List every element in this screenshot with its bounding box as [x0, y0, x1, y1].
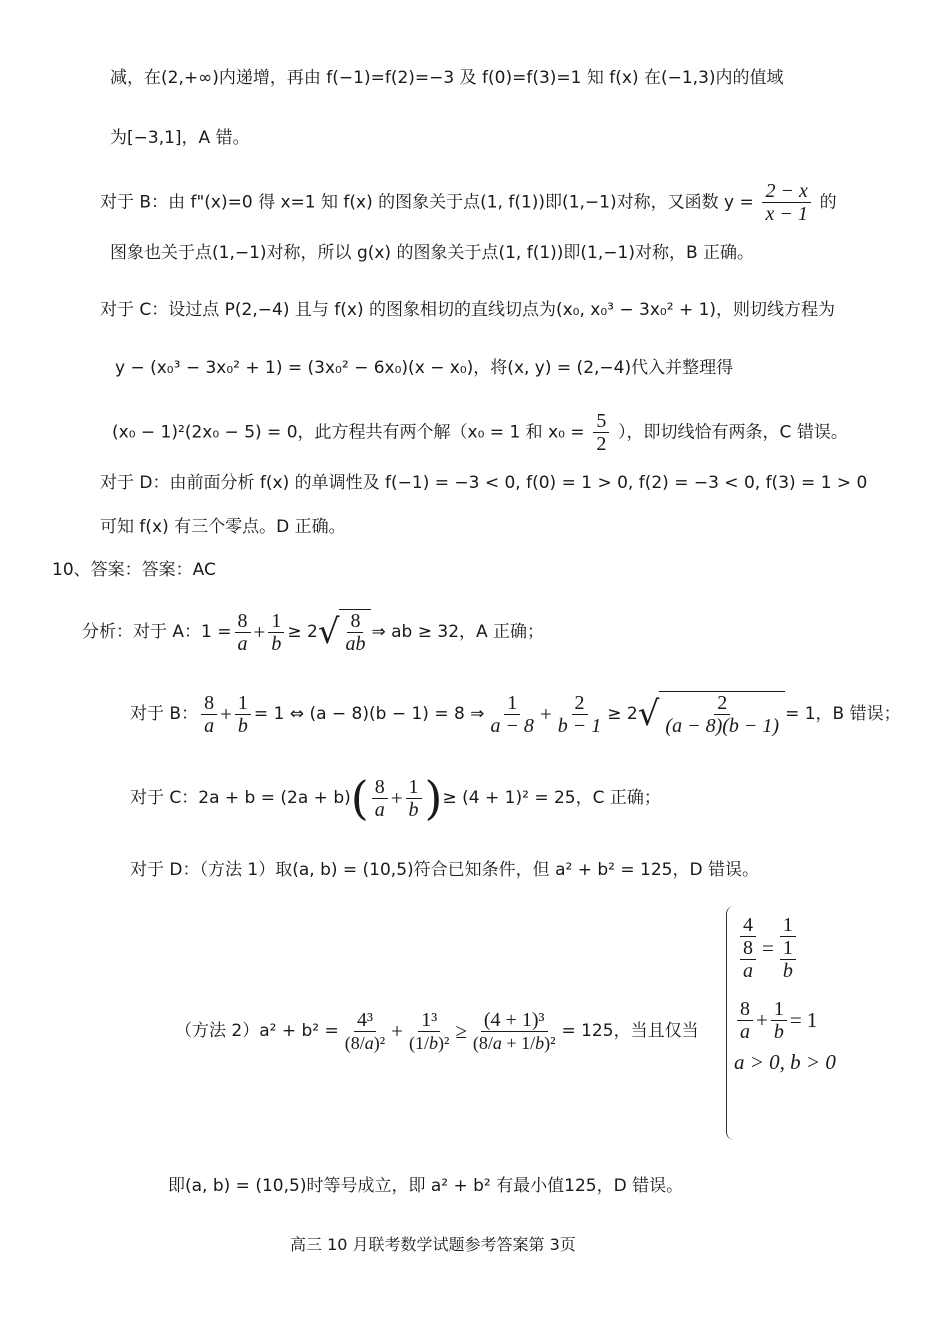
analysis-a: 分析：对于 A：1 = $\frac{8}{a}$ + $\frac{1}{b}$ ≥ 2 √ $\frac{8}{ab}$ ⇒ ab ≥ 32，A 正确； [82, 609, 545, 655]
line-4: 图象也关于点(1,−1)对称，所以 g(x) 的图象关于点(1, f(1))即(1,−1)对称，B 正确。 [110, 243, 755, 263]
line-7: (x₀ − 1)²(2x₀ − 5) = 0，此方程共有两个解（x₀ = 1 和 x₀ = $\frac{5}{2}$ ），即切线恰有两条，C 错误。 [112, 410, 848, 455]
line-1: 减，在(2,+∞)内递增，再由 f(−1)=f(2)=−3 及 f(0)=f(3)=1 知 f(x) 在(−1,3)内的值域 [110, 68, 784, 88]
analysis-d-conclusion: 即(a, b) = (10,5)时等号成立，即 a² + b² 有最小值125，D 错误。 [168, 1176, 684, 1196]
line-3: 对于 B：由 f"(x)=0 得 x=1 知 f(x) 的图象关于点(1, f(1))即(1,−1)对称，又函数 y = $\frac{2 - x}{x - 1}$ 的 [100, 180, 837, 225]
analysis-d-method-2: （方法 2）a² + b² = $\frac{\text{4³}}{\text{(8/a)²}}$ + $\frac{\text{1³}}{\text{(1/b)²}}$ ≥ $\frac{\text{(4 + 1)³}}{\text{(8/a + 1/b)²}}$ = 125，当且仅当 [175, 1008, 699, 1053]
condition-system: $\frac{4}{\frac{8}{a}}$ = $\frac{1}{\frac{1}{b}}$ $\frac{8}{a}$ + $\frac{1}{b}$ = 1 a > 0, b > 0 [734, 914, 836, 1074]
line-8: 对于 D：由前面分析 f(x) 的单调性及 f(−1) = −3 < 0, f(0) = 1 > 0, f(2) = −3 < 0, f(3) = 1 > 0 [100, 473, 868, 493]
line-9: 可知 f(x) 有三个零点。D 正确。 [100, 517, 346, 537]
radical-icon: √ [637, 694, 660, 734]
analysis-b: 对于 B： $\frac{8}{a}$ + $\frac{1}{b}$ = 1 ⇔ (a − 8)(b − 1) = 8 ⇒ $\frac{1}{a - 8}$ + $\frac{2}{b - 1}$ ≥ 2 √ $\frac{2}{(a - 8)(b - 1)}$ = 1，B 错误； [130, 691, 901, 737]
line-6: y − (x₀³ − 3x₀² + 1) = (3x₀² − 6x₀)(x − x₀)，将(x, y) = (2,−4)代入并整理得 [115, 358, 734, 378]
line-2: 为[−3,1]，A 错。 [110, 128, 250, 148]
line-5: 对于 C：设过点 P(2,−4) 且与 f(x) 的图象相切的直线切点为(x₀, x₀³ − 3x₀² + 1)，则切线方程为 [100, 300, 836, 320]
fraction-5-over-2: $\frac{5}{2}$ [593, 410, 609, 455]
question-10-answer: 10、答案：答案：AC [52, 560, 216, 580]
analysis-d-method-1: 对于 D：（方法 1）取(a, b) = (10,5)符合已知条件，但 a² + b² = 125，D 错误。 [130, 860, 759, 880]
radical-icon: √ [317, 612, 340, 652]
analysis-c: 对于 C：2a + b = (2a + b) ( $\frac{8}{a}$ + $\frac{1}{b}$ ) ≥ (4 + 1)² = 25，C 正确； [130, 771, 661, 825]
page-footer: 高三 10 月联考数学试题参考答案第 3页 [290, 1235, 576, 1254]
fraction-2-x-over-x-1: $\frac{2 - x}{x - 1}$ [762, 180, 810, 225]
